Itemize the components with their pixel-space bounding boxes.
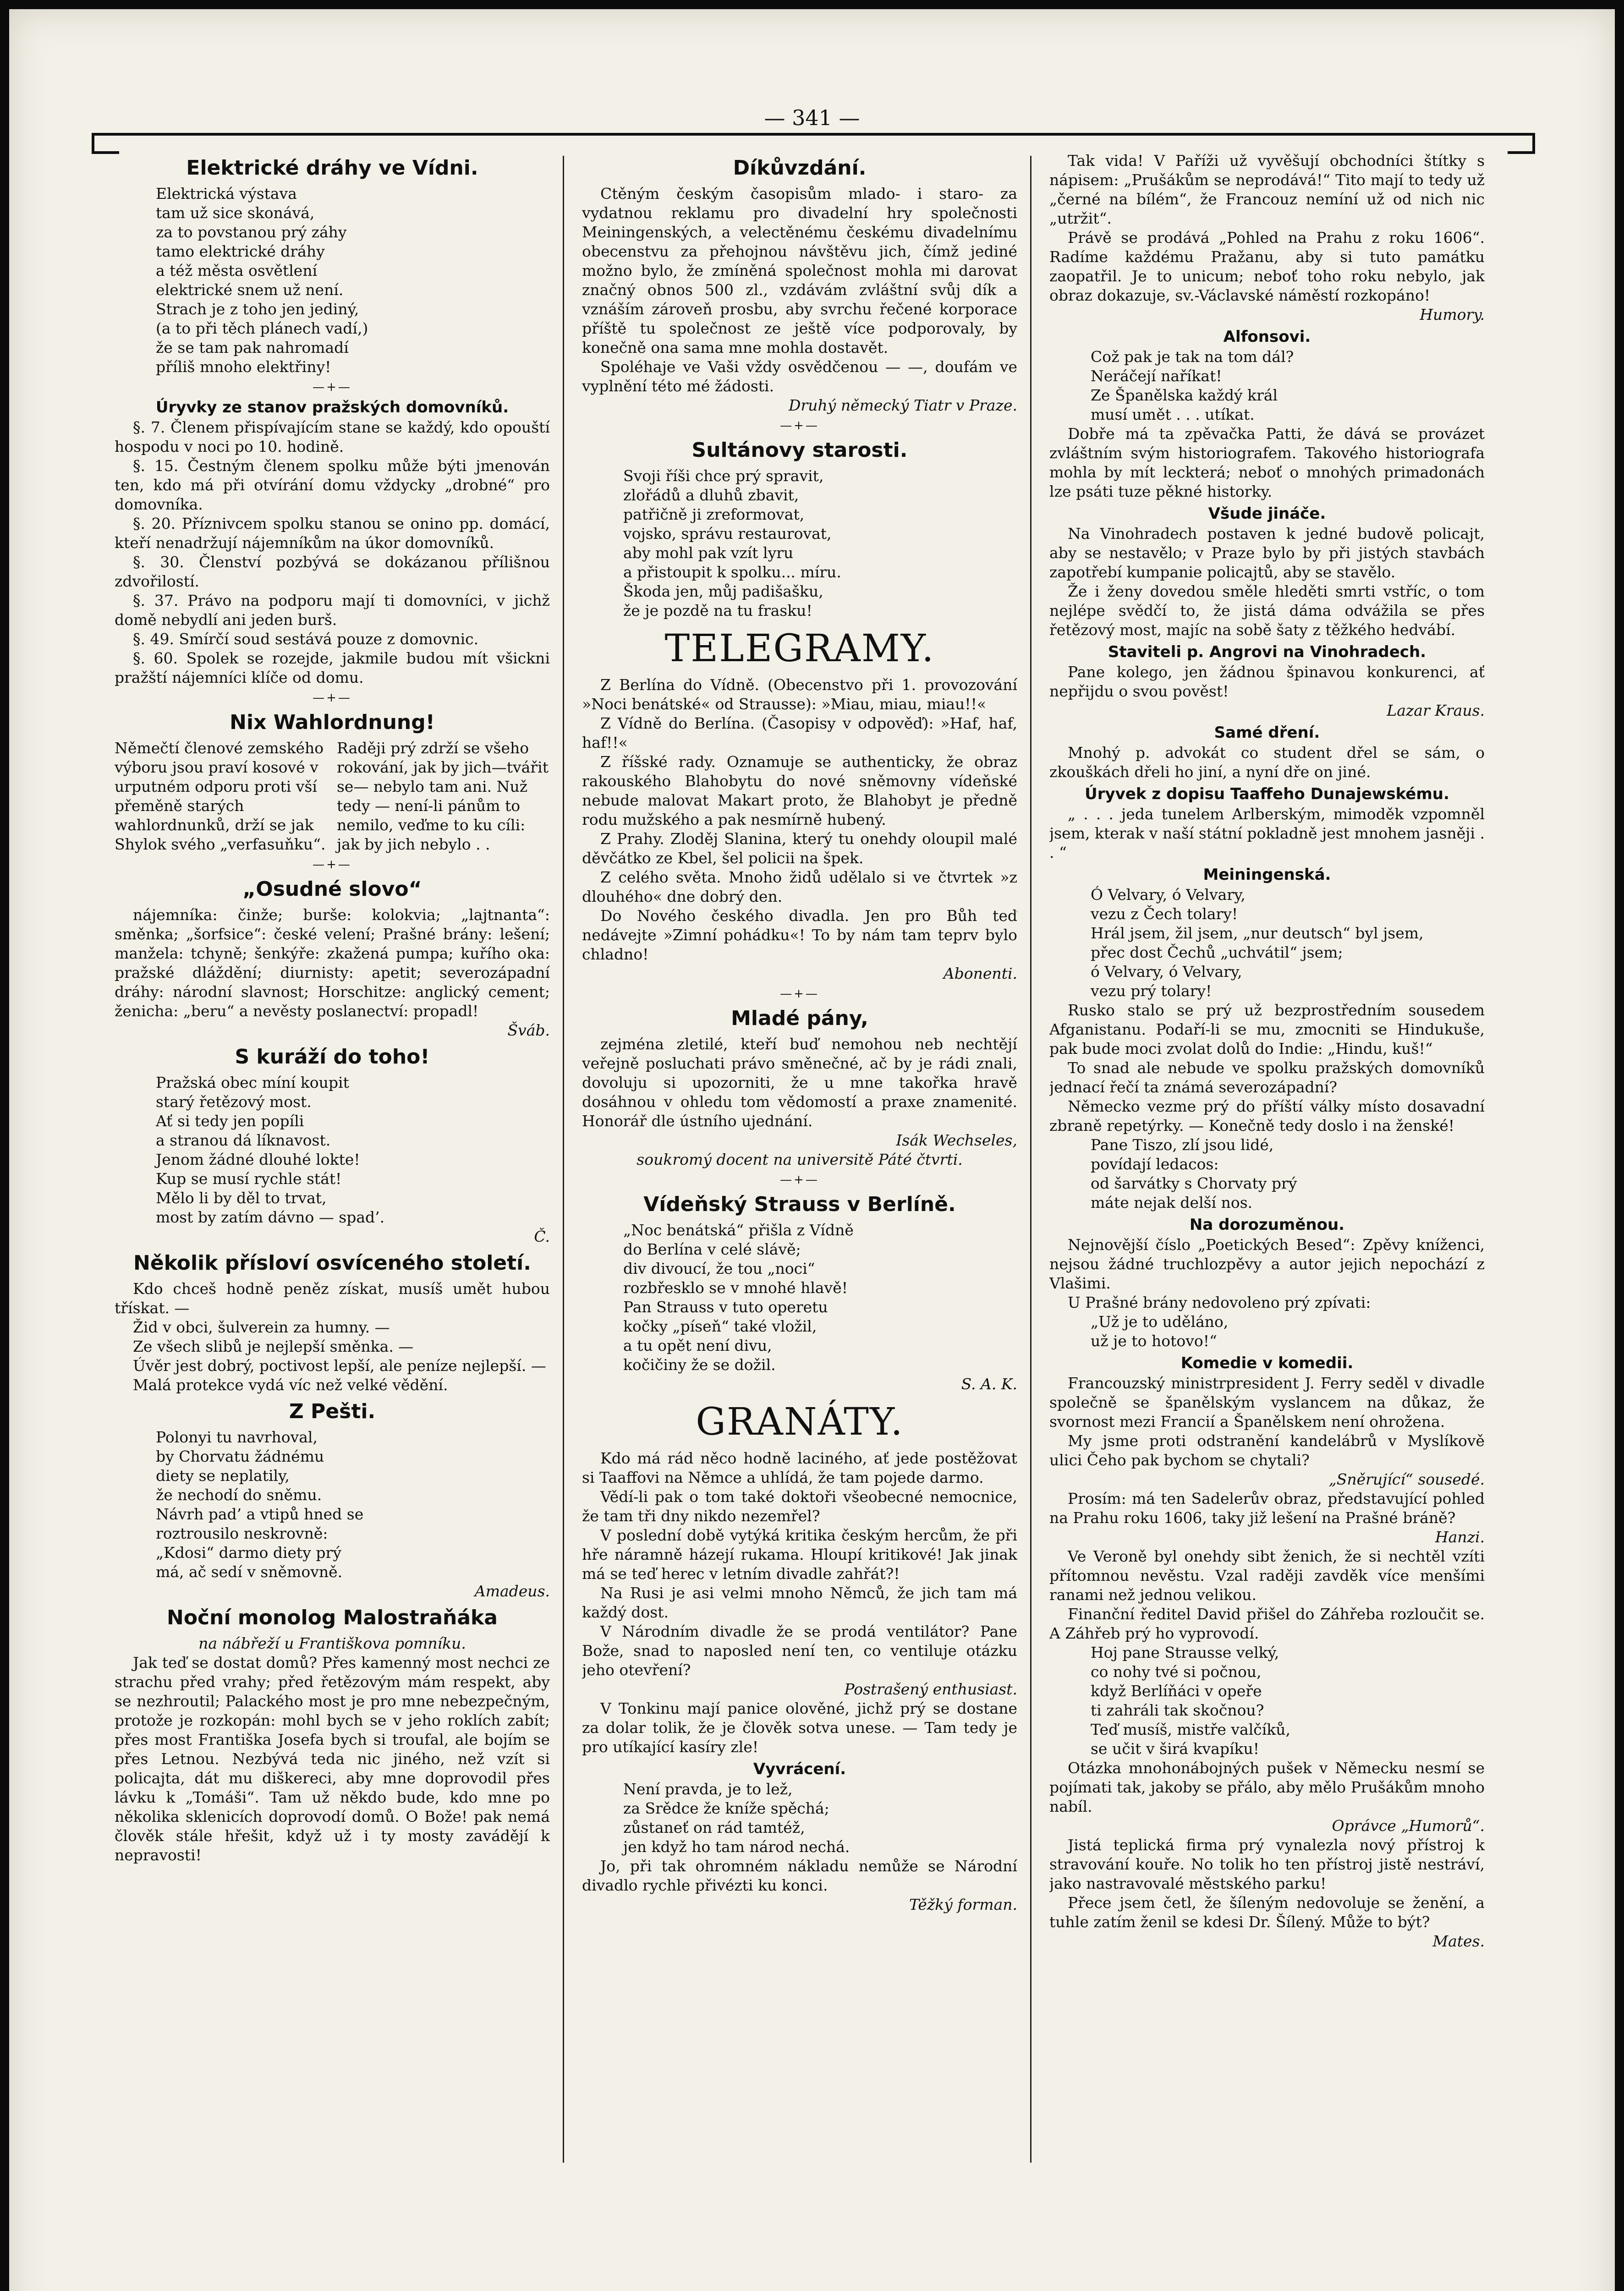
verse-line: Škoda jen, můj padišašku, [623, 582, 823, 600]
paragraph: My jsme proti odstranění kandelábrů v Myslíkově ulici Čeho pak bychom se chytali? [1049, 1432, 1485, 1469]
verse-right: Raději prý zdrží se všeho rokování, jak by jich—tvářit se— nebylo tam ani. Nuž tedy — není-li pánům to nemilo, veďme to ku cíli: jak by jich nebylo . . [337, 739, 549, 853]
verse-line: Neráčejí naříkat! [1091, 367, 1222, 385]
signature: Č. [534, 1228, 550, 1245]
article-title: Nix Wahlordnung! [230, 711, 435, 734]
article-heading: Na dorozuměnou. [1189, 1216, 1345, 1234]
verse-line: a tu opět není divu, [623, 1337, 772, 1354]
verse-line: Což pak je tak na tom dál? [1091, 348, 1294, 366]
column-rule-2 [1030, 156, 1031, 2163]
verse-line: zlořádů a dluhů zbavit, [623, 486, 799, 504]
article-heading: Všude jináče. [1208, 504, 1326, 523]
verse-line: ó Velvary, ó Velvary, [1091, 963, 1242, 981]
paragraph: §. 37. Právo na podporu mají ti domovníci, v jichž domě nebydlí ani jeden burš. [115, 592, 550, 629]
verse-line: patřičně ji zreformovat, [623, 505, 805, 523]
subtitle: soukromý docent na universitě Páté čtvrti. [636, 1151, 963, 1168]
verse-line: se učit v širá kvapíku! [1091, 1740, 1260, 1758]
verse-line: aby mohl pak vzít lyru [623, 544, 794, 562]
verse-line: Pražská obec míní koupit [156, 1074, 349, 1091]
paragraph: §. 20. Příznivcem spolku stanou se onino pp. domácí, kteří nenadržují nájemníkům na úkor domovníků. [115, 515, 550, 552]
verse-line: most by zatím dávno — spad’. [156, 1208, 385, 1226]
paragraph: Rusko stalo se prý už bezprostředním sousedem Afganistanu. Podaří-li se mu, zmocniti se Hindukuše, pak bude moci zvolat dolů do Indie: „Hindu, kuš!“ [1049, 1001, 1485, 1058]
verse-line: Pane Tiszo, zlí jsou lidé, [1091, 1136, 1274, 1154]
article-heading: Alfonsovi. [1223, 328, 1311, 346]
paragraph: Finanční ředitel David přišel do Záhřeba rozloučit se. A Záhřeb prý ho vyprovodí. [1049, 1605, 1485, 1642]
article-heading: Meiningenská. [1203, 866, 1331, 884]
section-title: TELEGRAMY. [664, 627, 935, 670]
article-title: Sultánovy starosti. [691, 438, 908, 462]
verse-line: co nohy tvé si počnou, [1091, 1663, 1262, 1681]
verse-line: Není pravda, je to lež, [623, 1780, 793, 1798]
frame-hook-right [1508, 151, 1535, 154]
verse-line: div divoucí, že tou „noci“ [623, 1260, 815, 1277]
signature: Mates. [1432, 1932, 1485, 1950]
verse-line: tamo elektrické dráhy [156, 242, 325, 260]
verse-line: musí umět . . . utíkat. [1091, 406, 1255, 423]
paragraph: V Národním divadle že se prodá ventilátor? Pane Bože, snad to naposled není ten, co ventiluje otázku jeho otevření? [582, 1622, 1017, 1679]
paragraph: „ . . . jeda tunelem Arlberským, mimoděk vzpomněl jsem, kterak v naší státní pokladně jest mnohem jasněji . . “ [1049, 805, 1485, 861]
signature: Postrašený enthusiast. [844, 1680, 1017, 1698]
verse-left: Němečtí členové zemského výboru jsou praví kosové v urputném odporu proti vší přeměně starých wahlordnunků, drží se jak Shylok svého „verfasuňku“. [115, 739, 326, 853]
verse-line: že se tam pak nahromadí [156, 339, 349, 356]
paragraph: Otázka mnohonábojných pušek v Německu nesmí se pojímati tak, jakoby se přálo, aby mělo Prušákům mnoho nabíl. [1049, 1759, 1485, 1815]
verse-line: „Kdosi“ darmo diety prý [156, 1544, 341, 1562]
verse-line: už je to hotovo!“ [1091, 1332, 1217, 1350]
verse-line: a přistoupit k spolku... míru. [623, 563, 841, 581]
paragraph: Spoléhaje ve Vaši vždy osvědčenou — —, doufám ve vyplnění této mé žádosti. [582, 358, 1017, 395]
verse-line: „Už je to uděláno, [1091, 1313, 1229, 1331]
verse-line: příliš mnoho elektřiny! [156, 358, 331, 376]
verse-line: diety se neplatily, [156, 1467, 290, 1485]
verse-line: a stranou dá líknavost. [156, 1131, 331, 1149]
signature: Druhý německý Tiatr v Praze. [788, 396, 1017, 414]
paragraph: Z Prahy. Zloděj Slanina, který tu onehdy oloupil malé děvčátko ze Kbel, šel policii na špek. [582, 830, 1017, 867]
verse-line: když Berlíňáci v opeře [1091, 1682, 1262, 1700]
paragraph: Právě se prodává „Pohled na Prahu z roku 1606“. Radíme každému Pražanu, aby si tuto památku zaopatřil. Je to unicum; neboť toho roku nebylo, jak obraz dokazuje, sv.-Václavské náměstí rozkopáno! [1049, 229, 1485, 304]
signature: Isák Wechseles, [896, 1131, 1017, 1149]
paragraph: Do Nového českého divadla. Jen pro Bůh teď nedávejte »Zimní pohádku«! To by nám tam teprv bylo chladno! [582, 907, 1017, 963]
paragraph: Z celého světa. Mnoho židů udělalo si ve čtvrtek »z dlouhého« dne dobrý den. [582, 868, 1017, 905]
paragraph: Ve Veroně byl onehdy sibt ženich, že si nechtěl vzíti přítomnou nevěstu. Vzal raději zavděk více menšími ranami než jednou velikou. [1049, 1547, 1485, 1604]
paragraph: §. 60. Spolek se rozejde, jakmile budou mít všickni pražští nájemníci klíče od domu. [115, 649, 550, 686]
paragraph: Ctěným českým časopisům mlado- i staro- za vydatnou reklamu pro divadelní hry společnosti Meiningenských, a velectěnému českému divadelnímu obecenstvu za přehojnou návštěvu jich, čímž jediné možno bylo, že zmíněná společnost mohla mi darovat značný obnos 500 zl., vzdávám zvláštní svůj dík a vznáším zároveň prosbu, aby svrchu řečené korporace příště tu společnost ze ještě více podporovaly, by konečně ona sama mne mohla dostavět. [582, 185, 1017, 356]
signature: Amadeus. [474, 1582, 550, 1600]
signature: Abonenti. [943, 965, 1017, 982]
paragraph: Mnohý p. advokát co student dřel se sám, o zkouškách dřeli ho jiní, a nyní dře on jiné. [1049, 744, 1485, 781]
verse-line: Ať si tedy jen popíli [156, 1112, 304, 1130]
paragraph: Úvěr jest dobrý, poctivost lepší, ale peníze nejlepší. — [133, 1357, 546, 1375]
paragraph: Žid v obci, šulverein za humny. — [133, 1318, 390, 1336]
verse-line: Ze Španělska každý král [1091, 386, 1278, 404]
verse-line: ti zahráli tak skočnou? [1091, 1701, 1264, 1719]
ornament-divider: —+— [780, 987, 819, 1001]
column-3 [1049, 151, 1485, 2176]
verse-line: povídají ledacos: [1091, 1155, 1219, 1173]
article-title: Elektrické dráhy ve Vídni. [186, 156, 478, 180]
verse-line: (a to při těch plánech vadí,) [156, 319, 368, 337]
verse-line: Hrál jsem, žil jsem, „nur deutsch“ byl jsem, [1091, 924, 1424, 942]
verse-line: roztrousilo neskrovně: [156, 1524, 328, 1542]
paragraph: Francouzský ministrpresident J. Ferry seděl v divadle společně se španělským vyslancem na důkaz, že svornost mezi Francií a Španělskem není ohrožena. [1049, 1374, 1485, 1431]
verse-line: Kup se musí rychle stát! [156, 1170, 342, 1188]
paragraph: Přece jsem četl, že šíleným nedovoluje se ženění, a tuhle zatím ženil se kdesi Dr. Šílený. Může to být? [1049, 1894, 1485, 1931]
paragraph: Z říšské rady. Oznamuje se authenticky, že obraz rakouského Blahobytu do nové sněmovny vídeňské nebude malovat Makart proto, že Blahobyt je předně rodu mužského a pak nesmírně hubený. [582, 753, 1017, 828]
verse-line: a též města osvětlení [156, 262, 318, 280]
paragraph: Kdo má rád něco hodně laciného, ať jede postěžovat si Taaffovi na Němce a uhlídá, že tam pojede darmo. [582, 1449, 1017, 1486]
article-title: Z Pešti. [289, 1400, 376, 1423]
paragraph: U Prašné brány nedovoleno prý zpívati: [1068, 1293, 1371, 1311]
article-heading: Úryvky ze stanov pražských domovníků. [155, 398, 509, 417]
signature: Oprávce „Humorů“. [1332, 1817, 1485, 1835]
verse-line: Elektrická výstava [156, 185, 297, 203]
verse-line: vojsko, správu restaurovat, [623, 525, 832, 543]
verse-line: Návrh pad’ a vtipů hned se [156, 1505, 364, 1523]
verse-line: Svoji říši chce prý spravit, [623, 467, 824, 485]
article-title: „Osudné slovo“ [242, 877, 422, 901]
paragraph: §. 7. Členem přispívajícím stane se každý, kdo opouští hospodu v noci po 10. hodině. [115, 418, 550, 455]
article-title: S kuráží do toho! [235, 1045, 430, 1069]
verse-line: starý řetězový most. [156, 1093, 312, 1111]
paragraph: zejména zletilé, kteří buď nemohou neb nechtějí veřejně posluchati právo směnečné, ač by je rádi znali, dovoluju si upozorniti, že u mne takořka hravě dosáhnou v ohledu tom vědomostí a praxe znamenité. Honorář dle ústního ujednání. [582, 1035, 1017, 1130]
paragraph: Malá protekce vydá víc než velké vědění. [133, 1376, 448, 1394]
signature: Humory. [1420, 306, 1485, 323]
verse-line: Teď musíš, mistře valčíků, [1091, 1721, 1291, 1738]
column-rule-1 [563, 156, 564, 2163]
verse-line: rozbřesklo se v mnohé hlavě! [623, 1279, 848, 1297]
paragraph: Ze všech slibů je nejlepší směnka. — [133, 1337, 414, 1355]
ornament-divider: —+— [313, 858, 352, 871]
paragraph: V poslední době vytýká kritika českým hercům, že při hře náramně házejí rukama. Hloupí kritikové! Jak jinak má se teď herec v letním divadle zahřát?! [582, 1526, 1017, 1583]
paragraph: Jak teď se dostat domů? Přes kamenný most nechci ze strachu před vrahy; před řetězovým mám respekt, aby se nezhroutil; Palackého most je pro mne nebezpečným, protože je rozkopán: mohl bych se v jeho roklích zabít; přes most Františka Josefa bych si troufal, ale bojím se přes Letnou. Nezbývá teda nic jiného, než vzít si policajta, dát mu diškereci, aby mne doprovodil přes lávku k „Tomáši“. Tam už někdo bude, kdo mne po několika sklenicích doprovodí domů. O Bože! pak nemá člověk stále hřešit, když už i ty mosty zavádějí k nepravosti! [115, 1654, 550, 1864]
verse-line: zůstaneť on rád tamtéž, [623, 1819, 805, 1836]
paragraph: §. 30. Členství pozbývá se dokázanou přílišnou zdvořilostí. [115, 553, 550, 590]
ornament-divider: —+— [313, 380, 352, 394]
paragraph: Na Vinohradech postaven k jedné budově policajt, aby se nestavělo; v Praze bylo by při jistých stavbách zapotřebí kumpanie policajtů, aby se stavělo. [1049, 525, 1485, 581]
verse-line: za Srědce že kníže spěchá; [623, 1799, 829, 1817]
signature: Šváb. [507, 1021, 550, 1039]
paragraph: Vědí-li pak o tom také doktoři všeobecné nemocnice, že tam tři dny nikdo nezemřel? [582, 1488, 1017, 1525]
verse-line: má, ač sedí v sněmovně. [156, 1563, 343, 1581]
verse-line: Hoj pane Strausse velký, [1091, 1644, 1279, 1661]
paragraph: Prosím: má ten Sadelerův obraz, představující pohled na Prahu roku 1606, taky již lešení na Prašné bráně? [1049, 1490, 1485, 1527]
paragraph: Pane kolego, jen žádnou špinavou konkurenci, ať nepřijdu o svou pověst! [1049, 663, 1485, 700]
verse-line: by Chorvatu žádnému [156, 1447, 324, 1465]
subtitle: na nábřeží u Františkova pomníku. [198, 1634, 466, 1652]
verse-line: za to povstanou prý záhy [156, 223, 347, 241]
paragraph: Z Vídně do Berlína. (Časopisy v odpověď): »Haf, haf, haf!!« [582, 714, 1017, 751]
paragraph: Německo vezme prý do příští války místo dosavadní zbraně repetýrky. — Konečně tedy doslo i na ženské! [1049, 1097, 1485, 1135]
paragraph: Na Rusi je asi velmi mnoho Němců, že jich tam má každý dost. [582, 1584, 1017, 1621]
paragraph: Tak vida! V Paříži už vyvěšují obchodníci štítky s nápisem: „Prušákům se neprodává!“ Tito mají to tedy už „černé na bílém“, že Francouz nemíní už od nich nic „utržit“. [1049, 152, 1485, 227]
article-title: Vídeňský Strauss v Berlíně. [643, 1193, 956, 1216]
verse-line: Jenom žádné dlouhé lokte! [156, 1151, 360, 1168]
two-column-verse [115, 739, 550, 854]
verse-line: jen když ho tam národ nechá. [623, 1838, 850, 1856]
paragraph: §. 49. Smírčí soud sestává pouze z domovnic. [133, 630, 479, 648]
verse-line: Polonyi tu navrhoval, [156, 1428, 318, 1446]
verse-line: Strach je z toho jen jediný, [156, 300, 359, 318]
verse-line: tam už sice skonává, [156, 204, 315, 222]
verse-line: „Noc benátská“ přišla z Vídně [623, 1221, 854, 1239]
ornament-divider: —+— [780, 419, 819, 433]
paragraph: Nejnovější číslo „Poetických Besed“: Zpěvy kníženci, nejsou žádné truchlozpěvy a autor jejich nepochází z Vlašimi. [1049, 1236, 1485, 1292]
verse-line: že nechodí do sněmu. [156, 1486, 322, 1504]
paragraph: Dobře má ta zpěvačka Patti, že dává se provázet zvláštním svým historiografem. Takového historiografa mohla by mít leckterá; neboť o mnohých primadonách lze psáti tuze pěkné historky. [1049, 425, 1485, 500]
paragraph: Kdo chceš hodně peněz získat, musíš umět hubou třískat. — [115, 1280, 550, 1317]
signature: S. A. K. [961, 1375, 1017, 1393]
paragraph: Jistá teplická firma prý vynalezla nový přístroj k stravování kouře. No tolik ho ten přístroj jistě nestráví, jako nastravovalé městského parku! [1049, 1836, 1485, 1892]
paragraph: Z Berlína do Vídně. (Obecenstvo při 1. provozování »Noci benátské« od Strausse): »Miau, miau, miau!!« [582, 676, 1017, 713]
page-number: — 341 — [764, 105, 860, 130]
paragraph: §. 15. Čestným členem spolku může býti jmenován ten, kdo má při otvírání domu vždycky „drobné“ pro domovníka. [115, 457, 550, 513]
verse-line: do Berlína v celé slávě; [623, 1240, 801, 1258]
verse-line: kočky „píseň“ také vložil, [623, 1317, 817, 1335]
paragraph: Jo, při tak ohromném nákladu nemůže se Národní divadlo rychle přivézti ku konci. [582, 1857, 1017, 1894]
verse-line: vezu prý tolary! [1091, 982, 1212, 1000]
ornament-divider: —+— [313, 691, 352, 705]
article-heading: Úryvek z dopisu Taaffeho Dunajewskému. [1085, 785, 1449, 803]
verse-line: elektrické snem už není. [156, 281, 344, 299]
paragraph: V Tonkinu mají panice olověné, jichž prý se dostane za dolar tolik, že je člověk sotva unese. — Tam tedy je pro utíkající kasíry zle! [582, 1699, 1017, 1756]
section-title: GRANÁTY. [696, 1400, 904, 1444]
verse-line: vezu z Čech tolary! [1091, 905, 1238, 923]
verse-line: že je pozdě na tu frasku! [623, 602, 812, 619]
article-title: Mladé pány, [731, 1007, 868, 1030]
verse-line: kočičiny že se dožil. [623, 1356, 776, 1374]
paragraph: To snad ale nebude ve spolku pražských domovníků jednací řečí ta známá severozápadní? [1049, 1059, 1485, 1096]
article-title: Několik přísloví osvíceného století. [133, 1251, 531, 1275]
verse-line: Pan Strauss v tuto operetu [623, 1298, 828, 1316]
signature: Hanzi. [1435, 1528, 1485, 1546]
column-1 [115, 151, 550, 2176]
article-heading: Samé dření. [1214, 723, 1320, 742]
verse-line: máte nejak delší nos. [1091, 1194, 1253, 1211]
signature: Lazar Kraus. [1387, 702, 1485, 719]
ornament-divider: —+— [780, 1173, 819, 1187]
column-2 [582, 151, 1017, 2176]
article-heading: Staviteli p. Angrovi na Vinohradech. [1108, 643, 1426, 661]
article-title: Díkůvzdání. [733, 156, 867, 180]
signature: Těžký forman. [909, 1896, 1017, 1913]
paragraph: nájemníka: činže; burše: kolokvia; „lajtnanta“: směnka; „šorfsice“: české velení; Prašné brány: lešení; manžela: tchyně; šenkýře: zkažená pumpa; kuřího oka: pražské dláždění; diurnisty: apetit; severozápadní dráhy: národní slavnost; Horschitze: anglický cement; ženicha: „beru“ a nevěsty poslanectví: propadl! [115, 906, 550, 1020]
signature: „Sněrující“ sousedé. [1328, 1470, 1485, 1488]
verse-line: od šarvátky s Chorvaty prý [1091, 1174, 1297, 1192]
article-title: Noční monolog Malostraňáka [167, 1606, 498, 1629]
verse-line: Ó Velvary, ó Velvary, [1091, 886, 1245, 904]
verse-line: Mělo li by děl to trvat, [156, 1189, 327, 1207]
paragraph: Že i ženy dovedou směle hleděti smrti vstříc, o tom nejlépe svědčí to, že jistá dáma odvážila se přes řetězový most, majíc na sobě šaty z těžkého hedvábí. [1049, 582, 1485, 639]
article-heading: Vyvrácení. [753, 1760, 846, 1778]
article-heading: Komedie v komedii. [1180, 1354, 1354, 1372]
verse-line: přec dost Čechů „uchvátil“ jsem; [1091, 943, 1343, 961]
